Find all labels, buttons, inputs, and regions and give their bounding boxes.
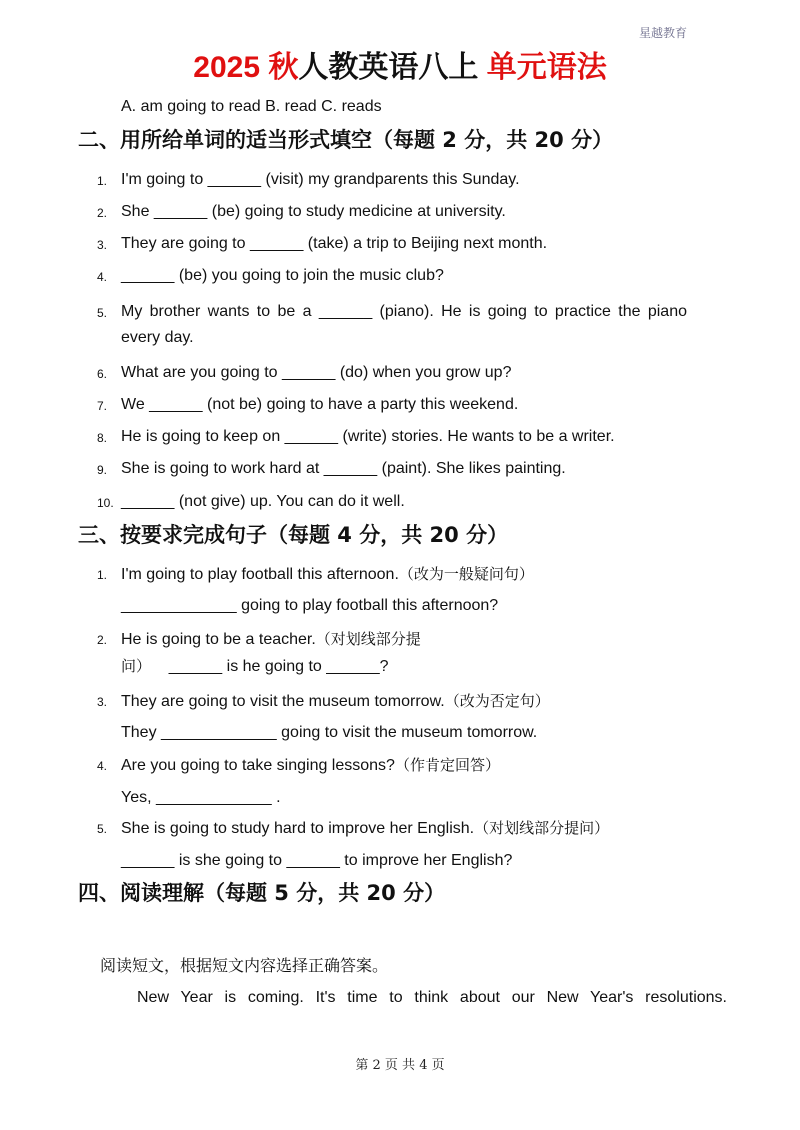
item-number: 5. [97,306,108,320]
brand-label: 星越教育 [638,26,687,40]
section-3-heading: 三、按要求完成句子（每题 4 分，共 20 分） [78,523,509,547]
item-text: What are you going to ______ (do) when you grow up? [121,364,512,381]
s2-item-6 [97,360,687,386]
item-instruction: （对划线部分提问） [474,819,610,837]
item-text: They are going to ______ (take) a trip to Beijing next month. [121,235,548,252]
item-number: 10. [97,496,114,510]
item-number: 7. [97,399,108,413]
item-number: 4. [97,270,108,284]
item-number: 2. [97,206,108,220]
item-text: Are you going to take singing lessons?（作肯定回答） [121,756,500,774]
item-instruction-cont: 问） [121,657,152,675]
title-year: 2025 秋 [193,51,299,84]
item-number: 4. [97,759,108,773]
item-text: I'm going to play football this afternoon.（改为一般疑问句） [121,565,534,583]
item-text: We ______ (not be) going to have a party this weekend. [121,396,519,413]
section-2-heading: 二、用所给单词的适当形式填空（每题 2 分，共 20 分） [78,128,614,152]
reading-passage: New Year is coming. It's time to think about our New Year's resolutions. [137,989,727,1006]
s3-item-5 [97,815,687,842]
item-number: 2. [97,633,108,647]
s3-answer-5: ______ is she going to ______ to improve her English? [121,852,513,869]
item-text: ______ (be) you going to join the music club? [121,267,444,284]
page-number-footer: 第 2 页 共 4 页 [355,1058,445,1073]
s3-item-2 [97,626,687,653]
item-instruction: （对划线部分提 [315,630,421,648]
item-text: She is going to study hard to improve her English.（对划线部分提问） [121,819,610,837]
s2-item-4 [97,263,687,289]
item-number: 1. [97,174,108,188]
s2-item-7 [97,392,687,418]
s2-item-8 [97,424,687,450]
item-text: I'm going to ______ (visit) my grandparents this Sunday. [121,171,520,188]
previous-question-options: A. am going to read B. read C. reads [121,98,382,115]
s3-answer-4: Yes, _____________ . [121,789,281,806]
item-text: She is going to work hard at ______ (paint). She likes painting. [121,460,566,477]
title-tail: 单元语法 [486,51,607,84]
s2-item-9 [97,456,687,482]
s3-answer-2: 问） ______ is he going to ______? [121,657,389,675]
item-number: 9. [97,463,108,477]
item-number: 6. [97,367,108,381]
s2-item-5 [97,299,687,351]
item-text: My brother wants to be a ______ (piano). He is going to practice the piano every day. [121,303,687,346]
item-number: 1. [97,568,108,582]
item-text: He is going to keep on ______ (write) stories. He wants to be a writer. [121,428,615,445]
section-4-heading: 四、阅读理解（每题 5 分，共 20 分） [78,881,446,905]
s3-item-4 [97,752,687,779]
page-title [0,48,800,88]
item-number: 5. [97,822,108,836]
s3-answer-3: They _____________ going to visit the museum tomorrow. [121,724,538,741]
item-instruction: （作肯定回答） [394,756,500,774]
title-main: 人教英语八上 [298,51,479,84]
s3-answer-1: _____________ going to play football this afternoon? [121,597,499,614]
s3-item-1 [97,561,687,588]
item-number: 3. [97,238,108,252]
reading-instruction: 阅读短文，根据短文内容选择正确答案。 [100,956,389,975]
s2-item-2 [97,199,687,225]
item-text: He is going to be a teacher.（对划线部分提 [121,630,421,648]
s3-item-3 [97,688,687,715]
item-instruction: （改为否定句） [444,692,550,710]
s2-item-1 [97,167,687,193]
item-text: ______ (not give) up. You can do it well. [121,493,405,510]
item-instruction: （改为一般疑问句） [398,565,534,583]
s2-item-3 [97,231,687,257]
item-number: 3. [97,695,108,709]
s2-item-10 [97,489,687,515]
item-text: They are going to visit the museum tomorrow.（改为否定句） [121,692,550,710]
item-number: 8. [97,431,108,445]
item-text: She ______ (be) going to study medicine at university. [121,203,506,220]
